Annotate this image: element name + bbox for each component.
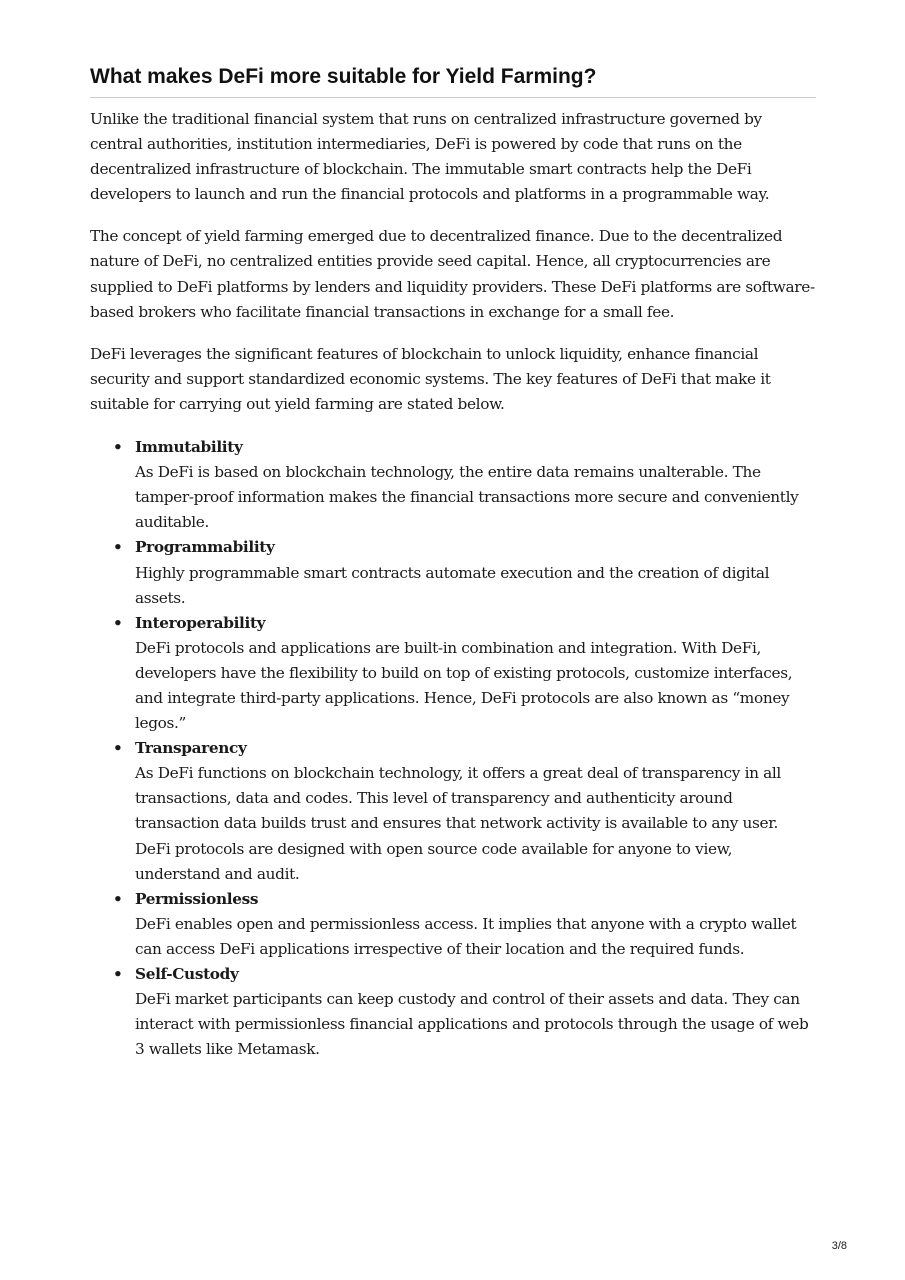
document-page: [90, 62, 816, 1062]
yield-farming-paragraph: The concept of yield farming emerged due to decentralized finance. Due to the decentralized nature of DeFi, no centralized entities provide seed capital. Hence, all cryptocurrencies are supplied to DeFi platforms by lenders and liquidity providers. These DeFi platforms are software-based brokers who facilitate financial transactions in exchange for a small fee.: [90, 227, 815, 321]
features-intro-paragraph: DeFi leverages the significant features of blockchain to unlock liquidity, enhance financial security and support standardized economic systems. The key features of DeFi that make it suitable for carrying out yield farming are stated below.: [90, 344, 771, 413]
feature-term: Self-Custody: [135, 965, 239, 983]
intro-paragraph: Unlike the traditional financial system that runs on centralized infrastructure governed by central authorities, institution intermediaries, DeFi is powered by code that runs on the decentralized infrastructure of blockchain. The immutable smart contracts help the DeFi developers to launch and run the financial protocols and platforms in a programmable way.: [90, 110, 770, 204]
bullet-icon: •: [113, 889, 123, 908]
bullet-icon: •: [113, 438, 123, 457]
feature-term: Immutability: [135, 438, 243, 457]
bullet-icon: •: [113, 538, 123, 557]
feature-item-permissionless: [90, 887, 816, 962]
feature-list: [90, 435, 816, 1062]
feature-item-immutability: [90, 435, 816, 535]
section-heading: What makes DeFi more suitable for Yield Farming?: [90, 62, 816, 98]
feature-description: DeFi enables open and permissionless access. It implies that anyone with a crypto wallet can access DeFi applications irrespective of their location and the required funds.: [135, 914, 797, 958]
feature-description: DeFi protocols and applications are built-in combination and integration. With DeFi, developers have the flexibility to build on top of existing protocols, customize interfaces, and integrate third-party applications. Hence, DeFi protocols are also known as “money legos.”: [135, 638, 793, 733]
feature-item-interoperability: [90, 611, 816, 736]
feature-term: Programmability: [135, 538, 275, 557]
feature-item-self-custody: [90, 962, 816, 1062]
feature-description: DeFi market participants can keep custody and control of their assets and data. They can interact with permissionless financial applications and protocols through the usage of web 3 wallets like Metamask.: [135, 990, 809, 1059]
bullet-icon: •: [113, 965, 123, 983]
page-number: 3/8: [831, 1240, 847, 1252]
feature-description: As DeFi is based on blockchain technology, the entire data remains unalterable. The tamper-proof information makes the financial transactions more secure and conveniently auditable.: [135, 463, 799, 532]
feature-description: As DeFi functions on blockchain technology, it offers a great deal of transparency in all transactions, data and codes. This level of transparency and authenticity around transaction data builds trust and ensures that network activity is available to any user. DeFi protocols are designed with open source code available for anyone to view, understand and audit.: [135, 764, 781, 883]
feature-item-transparency: [90, 736, 816, 887]
feature-term: Transparency: [135, 739, 247, 758]
feature-item-programmability: [90, 535, 816, 610]
feature-description: Highly programmable smart contracts automate execution and the creation of digital assets.: [135, 563, 770, 607]
feature-term: Permissionless: [135, 889, 259, 908]
feature-term: Interoperability: [135, 613, 266, 632]
bullet-icon: •: [113, 739, 123, 758]
bullet-icon: •: [113, 613, 123, 632]
